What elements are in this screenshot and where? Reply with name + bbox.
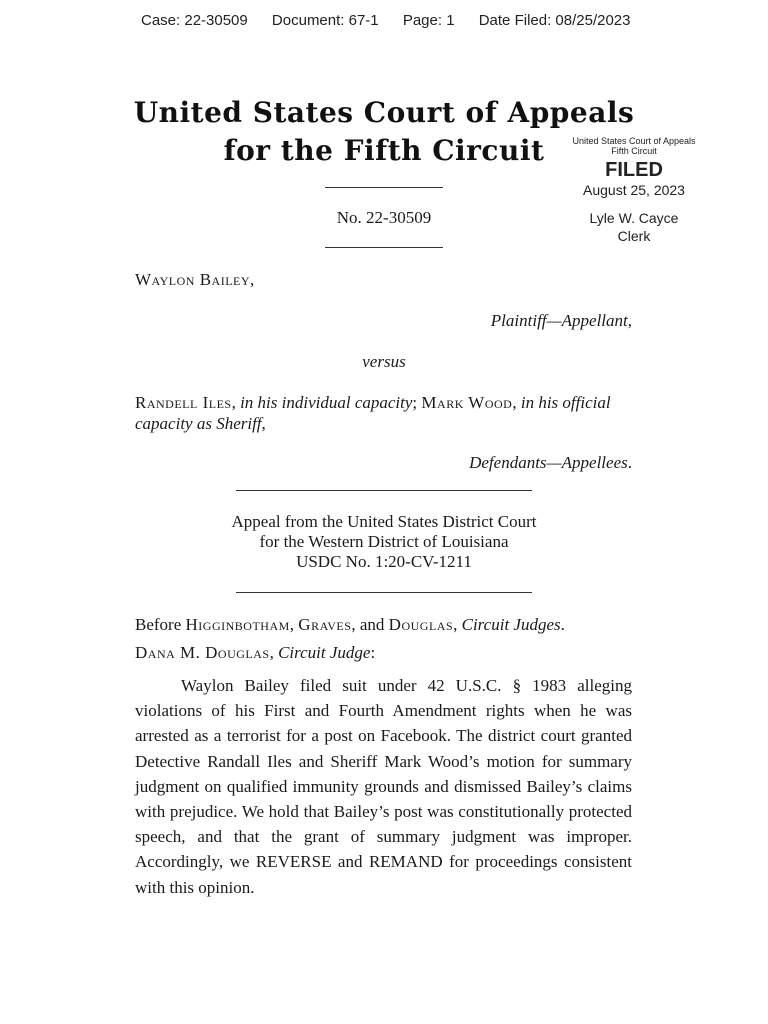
plaintiff-name: Waylon Bailey <box>135 270 251 289</box>
plaintiff-role: Plaintiff—Appellant <box>490 311 628 330</box>
stamp-court: United States Court of Appeals <box>572 136 696 146</box>
divider <box>325 187 443 188</box>
page-number: Page: 1 <box>402 12 455 29</box>
divider <box>236 490 532 491</box>
defendant1-name: Randell Iles <box>135 393 232 412</box>
docket-number: No. 22-30509 <box>336 208 432 227</box>
defendant2-capacity-a: in his official <box>520 393 611 412</box>
opinion-paragraph: Waylon Bailey filed suit under 42 U.S.C. § 1983 alleging violations of his First and Fourth Amendment rights when he was arrested as a terrorist for a post on Facebook. The district court granted Detective Randall Iles and Sheriff Mark Wood’s motion for summary judgment on qualified immunity grounds and dismissed Bailey’s claims with prejudice. We hold that Bailey’s post was constitutionally protected speech, and that the grant of summary judgment was improper. Accordingly, we REVERSE and REMAND for proceedings consistent with this opinion. <box>135 676 632 897</box>
panel-line: Before Higginbotham, Graves, and Douglas, Circuit Judges. <box>135 615 565 634</box>
appeal-line1: Appeal from the United States District Court <box>231 512 537 531</box>
plaintiff-role-line: Plaintiff—Appellant, <box>490 311 632 330</box>
opinion-text <box>135 673 632 900</box>
case-number: Case: 22-30509 <box>141 12 248 29</box>
judge-higginbotham: Higginbotham <box>185 615 290 634</box>
defendant-role: Defendants—Appellees <box>469 453 628 472</box>
stamp-circuit: Fifth Circuit <box>611 146 657 156</box>
filed-stamp <box>566 136 702 245</box>
stamp-clerk-title: Clerk <box>617 228 651 244</box>
plaintiff-line: Waylon Bailey, <box>135 270 255 289</box>
date-filed: Date Filed: 08/25/2023 <box>478 12 631 29</box>
appeal-block <box>0 512 768 572</box>
panel-title: Circuit Judges <box>461 615 561 634</box>
defendant2-capacity-b: capacity as Sheriff <box>135 414 262 433</box>
author-title: Circuit Judge <box>278 643 371 662</box>
document-number: Document: 67-1 <box>271 12 379 29</box>
court-title-line2: for the Fifth Circuit <box>223 134 545 167</box>
pacer-header <box>141 12 651 29</box>
divider <box>325 247 443 248</box>
versus: versus <box>362 352 406 371</box>
defendants-block: Randell Iles, in his individual capacity; Mark Wood, in his official capacity as Sheriff, <box>135 393 611 433</box>
stamp-clerk-name: Lyle W. Cayce <box>589 210 679 226</box>
defendant1-capacity: in his individual capacity <box>240 393 413 412</box>
stamp-status: FILED <box>605 159 663 181</box>
defendant-role-line: Defendants—Appellees. <box>469 453 632 472</box>
appeal-line2: for the Western District of Louisiana <box>259 532 509 551</box>
appeal-line3: USDC No. 1:20-CV-1211 <box>296 552 472 571</box>
author-name: Dana M. Douglas <box>135 643 270 662</box>
stamp-date: August 25, 2023 <box>583 182 685 198</box>
divider <box>236 592 532 593</box>
defendant2-name: Mark Wood <box>421 393 513 412</box>
author-line: Dana M. Douglas, Circuit Judge: <box>135 643 376 662</box>
court-title-line1: United States Court of Appeals <box>133 96 635 129</box>
judge-douglas: Douglas <box>388 615 454 634</box>
judge-graves: Graves <box>298 615 352 634</box>
